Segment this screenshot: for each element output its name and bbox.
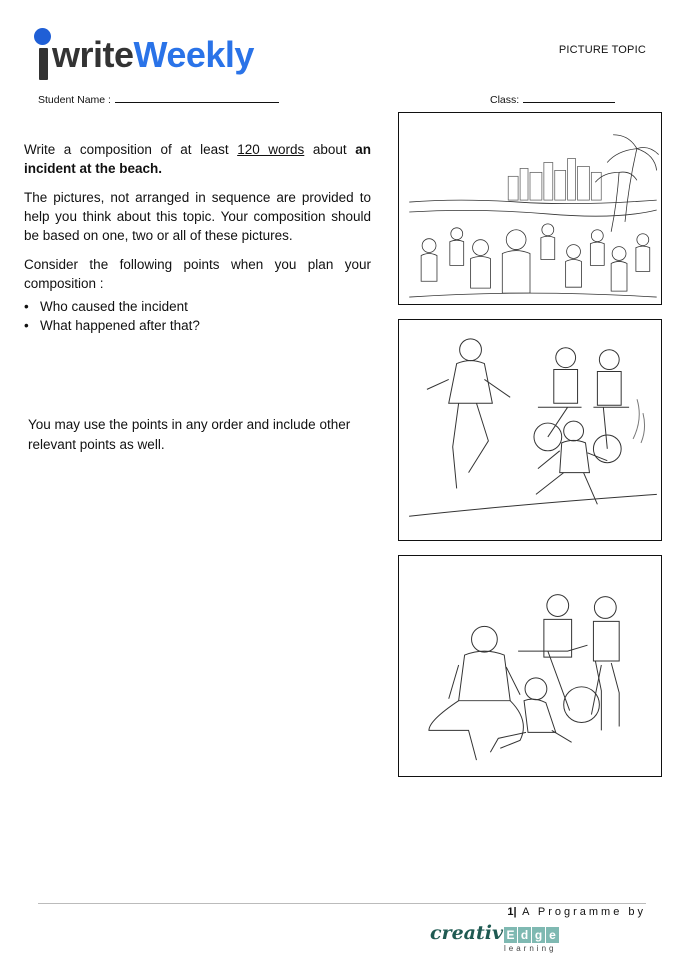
student-name-field[interactable] (38, 92, 279, 106)
instruction-paragraph-3: Consider the following points when you plan your composition : (24, 257, 371, 291)
footer-divider (38, 903, 646, 904)
iwriteweekly-logo (30, 26, 290, 86)
class-field[interactable] (490, 92, 615, 106)
class-blank[interactable] (523, 92, 615, 103)
topic-title: an incident at the beach. (24, 142, 371, 176)
instructions (24, 140, 371, 335)
list-item: • What happened after that? (40, 316, 371, 335)
class-label: Class: (490, 94, 520, 106)
picture-children-cycling (398, 319, 662, 541)
word-count: 120 words (237, 142, 305, 157)
logo-i-stem (39, 48, 48, 80)
page-number: 1 (507, 906, 514, 918)
instruction-paragraph-1: Write a composition of at least 120 words about an incident at the beach. (24, 142, 371, 176)
student-name-label: Student Name : (38, 94, 111, 106)
picture-man-helping-boy (398, 555, 662, 777)
points-list (24, 297, 371, 335)
picture-beach-crowd (398, 112, 662, 305)
instruction-paragraph-2: The pictures, not arranged in sequence are provided to help you think about this topic. Your composition should be based on one, two or all of these pictures. (24, 190, 371, 243)
picture-topic-label: PICTURE TOPIC (558, 44, 646, 56)
programme-label: A Programme by (522, 906, 646, 918)
list-item: • Who caused the incident (40, 297, 371, 316)
instruction-note: You may use the points in any order and include other relevant points as well. (28, 417, 351, 452)
logo-text: writeWeekly (52, 34, 254, 75)
creativedge-logo: creativ E d g e learning (430, 922, 559, 944)
page-footer: 1| A Programme by (507, 906, 646, 918)
student-name-blank[interactable] (115, 92, 279, 103)
logo-dot (34, 28, 51, 45)
